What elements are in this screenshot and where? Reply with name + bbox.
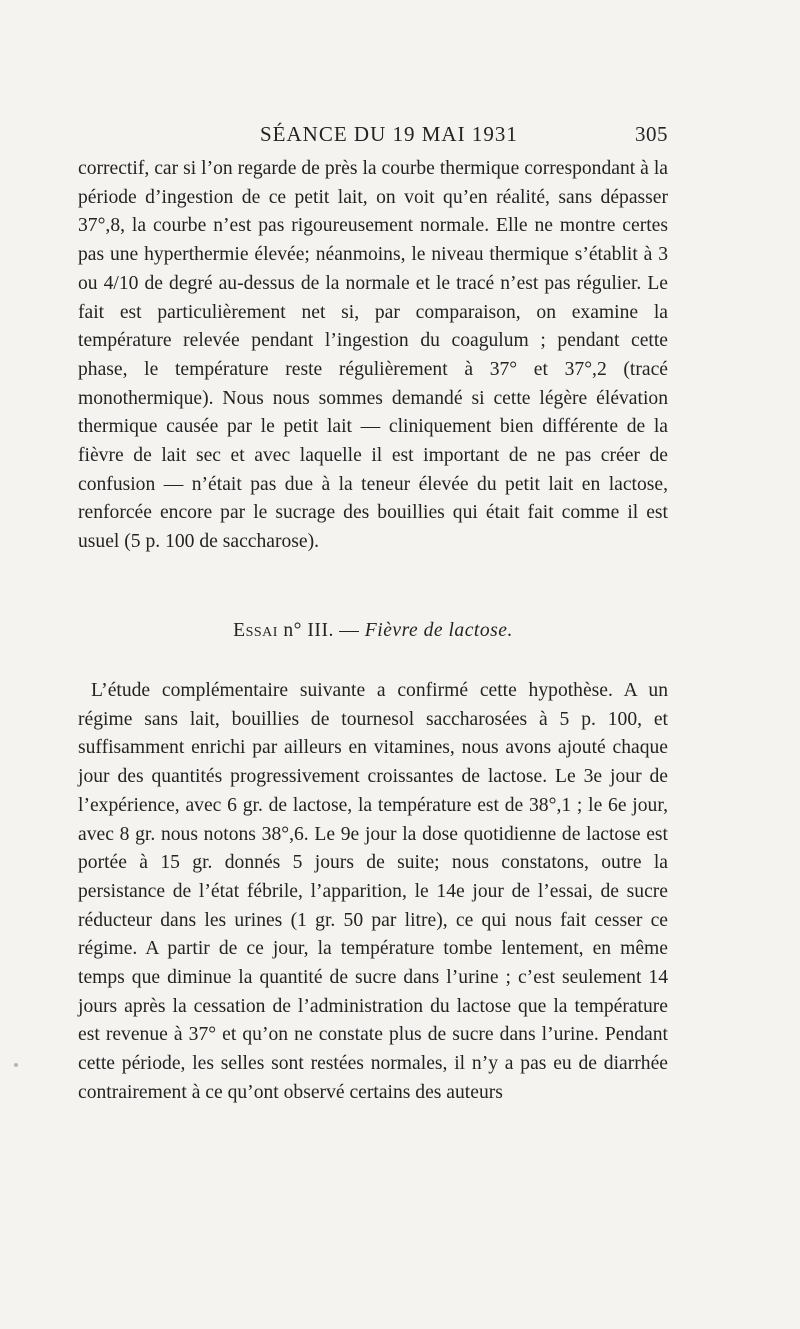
body-paragraph-2: L’étude complémentaire suivante a confirmé cette hypothèse. A un régime sans lait, bouillies de tournesol saccharosées à 5 p. 100, et suffisamment enrichi par ailleurs en vitamines, nous avons ajouté chaque jour des quantités progressivement croissantes de lactose. Le 3e jour de l’expérience, avec 6 gr. de lactose, la température est de 38°,1 ; le 6e jour, avec 8 gr. nous notons 38°,6. Le 9e jour la dose quotidienne de lactose est portée à 15 gr. donnés 5 jours de suite; nous constatons, outre la persistance de l’état fébrile, l’apparition, le 14e jour de l’essai, de sucre réducteur dans les urines (1 gr. 50 par litre), ce qui nous fait cesser ce régime. A partir de ce jour, la température tombe lentement, en même temps que diminue la quantité de sucre dans l’urine ; c’est seulement 14 jours après la cessation de l’administration du lactose que la température est revenue à 37° et qu’on ne constate plus de sucre dans l’urine. Pendant cette période, les selles sont restées normales, il n’y a pas eu de diarrhée contrairement à ce qu’ont observé certains des auteurs bbox=[78, 680, 668, 1103]
margin-speck bbox=[14, 1063, 18, 1067]
section-label: Essai bbox=[233, 620, 278, 641]
body-paragraph-1: correctif, car si l’on regarde de près la courbe thermique correspondant à la période d’ingestion de ce petit lait, on voit qu’en réalité, sans dépasser 37°,8, la courbe n’est pas rigoureusement normale. Elle ne montre certes pas une hyperthermie élevée; néanmoins, le niveau thermique s’établit à 3 ou 4/10 de degré au-dessus de la normale et le tracé n’est pas régulier. Le fait est particulièrement net si, par comparaison, on examine la température relevée pendant l’ingestion du coagulum ; pendant cette phase, le température reste régulièrement à 37° et 37°,2 (tracé monothermique). Nous nous sommes demandé si cette légère élévation thermique causée par le petit lait — cliniquement bien différente de la fièvre de lait sec et avec laquelle il est important de ne pas créer de confusion — n’était pas due à la teneur élevée du petit lait en lactose, renforcée encore par le sucrage des bouillies qui était fait comme il est usuel (5 p. 100 de saccharose). bbox=[78, 158, 668, 553]
section-title: Fièvre de lactose. bbox=[364, 620, 513, 641]
running-title: SÉANCE DU 19 MAI 1931 bbox=[260, 122, 518, 146]
running-head bbox=[78, 122, 668, 152]
section-heading bbox=[78, 620, 668, 642]
section-number: n° III. bbox=[283, 620, 334, 641]
section-dash: — bbox=[339, 620, 360, 641]
page-number: 305 bbox=[635, 122, 668, 146]
